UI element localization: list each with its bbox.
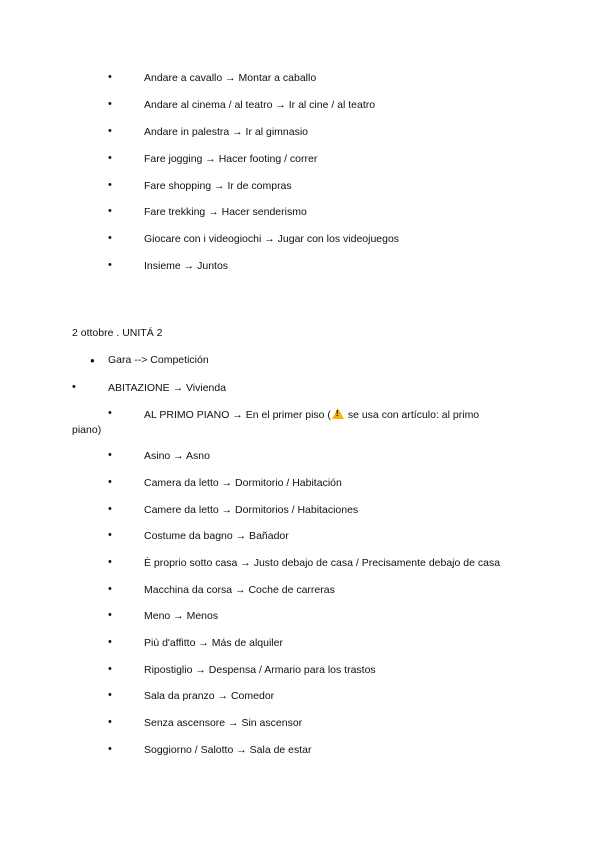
list-item: Più d'affitto → Más de alquiler [144, 637, 283, 649]
bullet: • [108, 689, 112, 701]
list-item: Insieme → Juntos [144, 260, 229, 272]
bullet: • [108, 556, 112, 568]
list-item: Ripostiglio → Despensa / Armario para los trastos [144, 664, 376, 676]
bullet: • [108, 449, 112, 461]
bullet: • [108, 232, 112, 244]
primo-piano-text: AL PRIMO PIANO → En el primer piso ( [144, 409, 331, 421]
list-item: Giocare con i videogiochi → Jugar con los videojuegos [144, 233, 400, 245]
list-item: Meno → Menos [144, 610, 219, 622]
bullet: • [108, 98, 112, 110]
round-bullet: ● [90, 356, 95, 365]
bullet: • [72, 381, 76, 393]
warning-icon [332, 408, 344, 419]
primo-piano-continuation: piano) [72, 424, 102, 436]
bullet: • [108, 663, 112, 675]
list-item: Fare trekking → Hacer senderismo [144, 206, 307, 218]
list-item: Andare al cinema / al teatro → Ir al cine / al teatro [144, 99, 376, 111]
list-item: ABITAZIONE → Vivienda [108, 382, 227, 394]
bullet: • [108, 407, 112, 419]
list-item: Fare shopping → Ir de compras [144, 180, 292, 192]
list-item: Andare in palestra → Ir al gimnasio [144, 126, 308, 138]
bullet: • [108, 259, 112, 271]
list-item: Andare a cavallo → Montar a caballo [144, 72, 317, 84]
bullet: • [108, 743, 112, 755]
bullet: • [108, 152, 112, 164]
section-heading: 2 ottobre . UNITÁ 2 [72, 327, 163, 339]
list-item: È proprio sotto casa → Justo debajo de casa / Precisamente debajo de casa [144, 557, 501, 569]
bullet: • [108, 71, 112, 83]
list-item: Macchina da corsa → Coche de carreras [144, 584, 335, 596]
bullet: • [108, 609, 112, 621]
bullet: • [108, 125, 112, 137]
bullet: • [108, 503, 112, 515]
list-item: Sala da pranzo → Comedor [144, 690, 275, 702]
list-item: Fare jogging → Hacer footing / correr [144, 153, 318, 165]
list-item: Gara --> Competición [108, 354, 209, 366]
list-item: Camere da letto → Dormitorios / Habitaciones [144, 504, 359, 516]
list-item: Soggiorno / Salotto → Sala de estar [144, 744, 312, 756]
bullet: • [108, 476, 112, 488]
list-item: Camera da letto → Dormitorio / Habitación [144, 477, 342, 489]
bullet: • [108, 205, 112, 217]
bullet: • [108, 529, 112, 541]
bullet: • [108, 636, 112, 648]
bullet: • [108, 179, 112, 191]
bullet: • [108, 716, 112, 728]
list-item: Costume da bagno → Bañador [144, 530, 289, 542]
primo-piano-note: se usa con artículo: al primo [344, 409, 480, 421]
list-item: Asino → Asno [144, 450, 210, 462]
list-item: Senza ascensore → Sin ascensor [144, 717, 303, 729]
list-item-primo-piano [144, 408, 479, 421]
bullet: • [108, 583, 112, 595]
